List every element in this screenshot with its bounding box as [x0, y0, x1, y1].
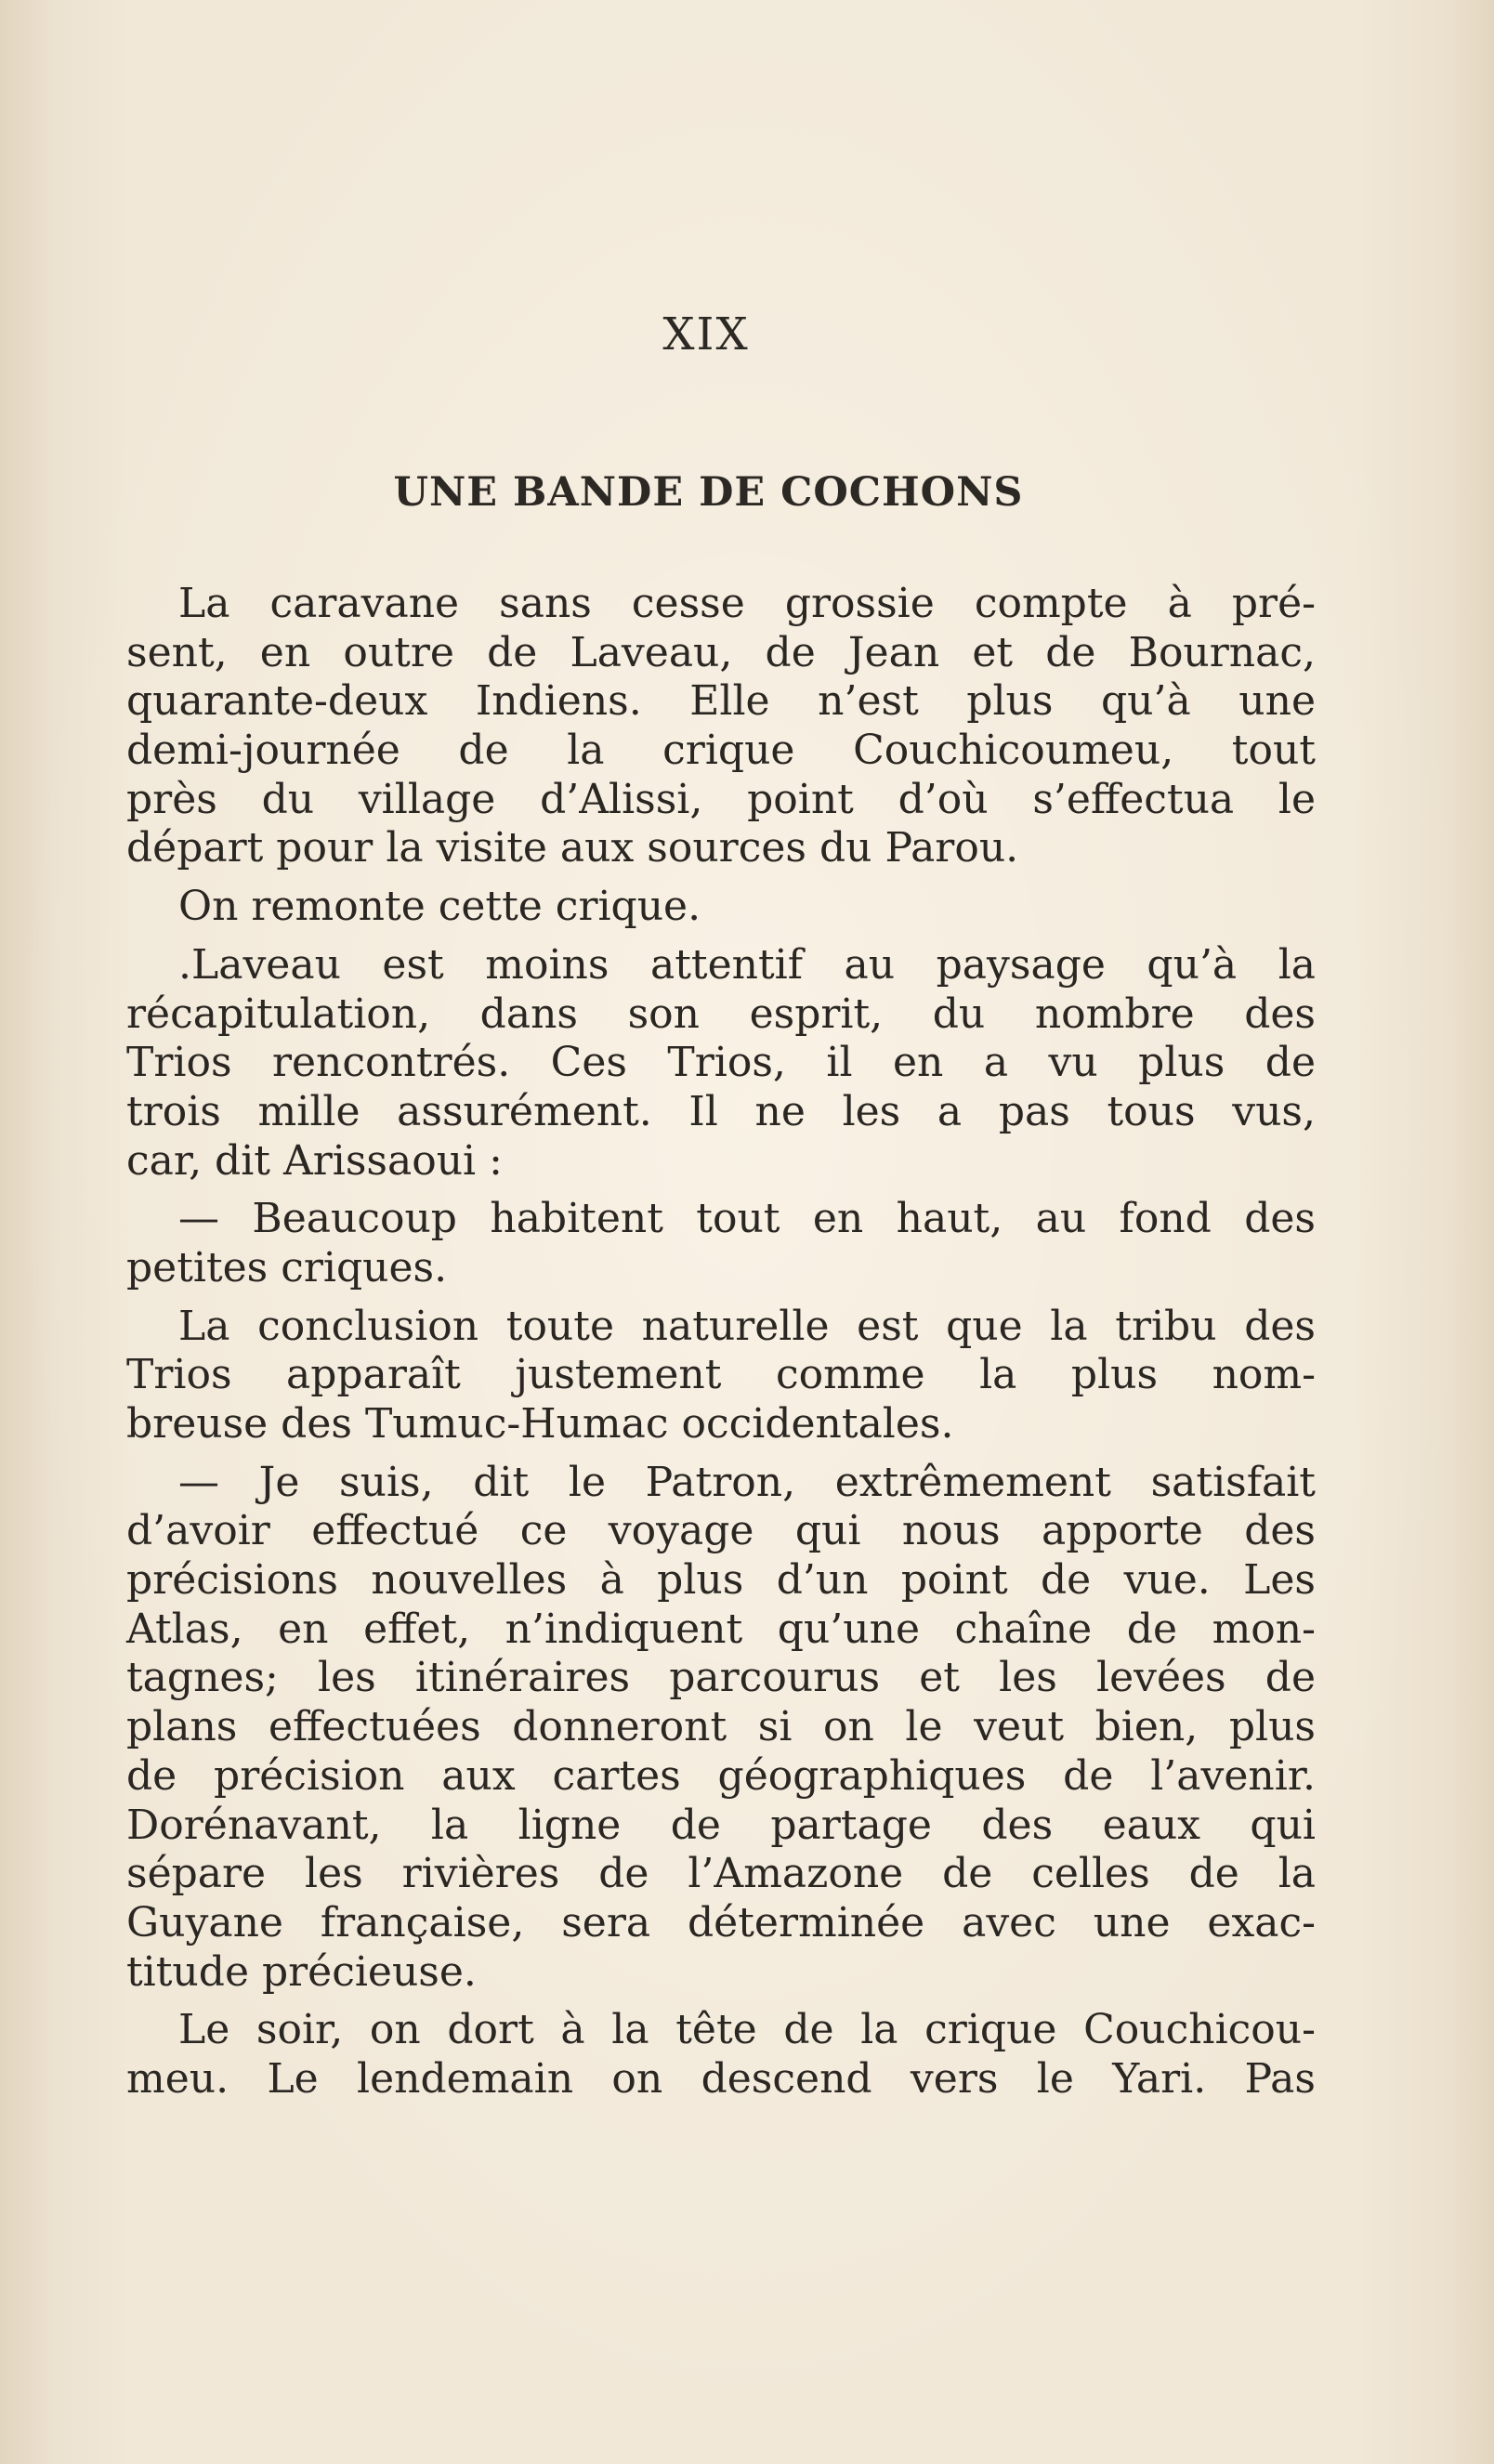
text-line: breuse des Tumuc-Humac occidentales. — [126, 1400, 954, 1448]
chapter-title: UNE BANDE DE COCHONS — [393, 469, 1024, 516]
text-line: tagnes; les itinéraires parcourus et les levées de — [126, 1654, 1316, 1702]
text-line: Guyane française, sera déterminée avec une exac- — [126, 1898, 1316, 1946]
text-line: Trios apparaît justement comme la plus nom- — [126, 1351, 1316, 1399]
text-line: On remonte cette crique. — [178, 883, 701, 931]
text-line: meu. Le lendemain on descend vers le Yari. Pas — [126, 2054, 1316, 2103]
text-line: Trios rencontrés. Ces Trios, il en a vu plus de — [126, 1039, 1316, 1087]
text-line: La caravane sans cesse grossie compte à pré- — [178, 580, 1316, 627]
paragraph — [126, 1459, 1316, 1998]
text-line: précisions nouvelles à plus d’un point de vue. Les — [126, 1556, 1316, 1605]
text-line: départ pour la visite aux sources du Parou. — [126, 824, 1019, 872]
text-line: quarante-deux Indiens. Elle n’est plus qu’à une — [126, 677, 1316, 726]
paragraph — [126, 1303, 1316, 1449]
paragraph — [126, 2006, 1316, 2104]
paragraph-gap — [126, 873, 1316, 883]
text-line: plans effectuées donneront si on le veut bien, plus — [126, 1703, 1316, 1751]
paragraph-gap — [126, 1449, 1316, 1459]
text-line: sent, en outre de Laveau, de Jean et de Bournac, — [126, 628, 1316, 676]
text-line: car, dit Arissaoui : — [126, 1136, 503, 1185]
text-line: titude précieuse. — [126, 1947, 477, 1996]
text-line: La conclusion toute naturelle est que la tribu des — [178, 1302, 1316, 1350]
paragraph — [126, 883, 1316, 932]
text-line: trois mille assurément. Il ne les a pas tous vus, — [126, 1087, 1316, 1135]
text-line: demi-journée de la crique Couchicoumeu, tout — [126, 727, 1316, 775]
paragraph — [126, 941, 1316, 1186]
text-line: Le soir, on dort à la tête de la crique Couchicou- — [178, 2006, 1316, 2054]
text-line: d’avoir effectué ce voyage qui nous apporte des — [126, 1507, 1316, 1555]
paragraph — [126, 580, 1316, 873]
paragraph-gap — [126, 932, 1316, 941]
chapter-number: XIX — [662, 308, 750, 360]
paragraph-gap — [126, 1186, 1316, 1195]
text-line: près du village d’Alissi, point d’où s’effectua le — [126, 775, 1316, 823]
text-line: — Beaucoup habitent tout en haut, au fond des — [178, 1195, 1316, 1243]
text-line: — Je suis, dit le Patron, extrêmement satisfait — [178, 1458, 1316, 1506]
text-line: .Laveau est moins attentif au paysage qu’à la — [178, 940, 1316, 989]
paragraph — [126, 1195, 1316, 1292]
paragraph-gap — [126, 1997, 1316, 2006]
text-line: petites criques. — [126, 1243, 448, 1291]
text-line: de précision aux cartes géographiques de l’avenir. — [126, 1751, 1316, 1800]
paragraph-gap — [126, 1293, 1316, 1303]
text-line: Dorénavant, la ligne de partage des eaux qui — [126, 1801, 1316, 1849]
text-line: Atlas, en effet, n’indiquent qu’une chaîne de mon- — [126, 1605, 1316, 1653]
text-line: récapitulation, dans son esprit, du nombre des — [126, 990, 1316, 1038]
text-line: sépare les rivières de l’Amazone de celles de la — [126, 1850, 1316, 1898]
body-text — [126, 580, 1316, 2104]
